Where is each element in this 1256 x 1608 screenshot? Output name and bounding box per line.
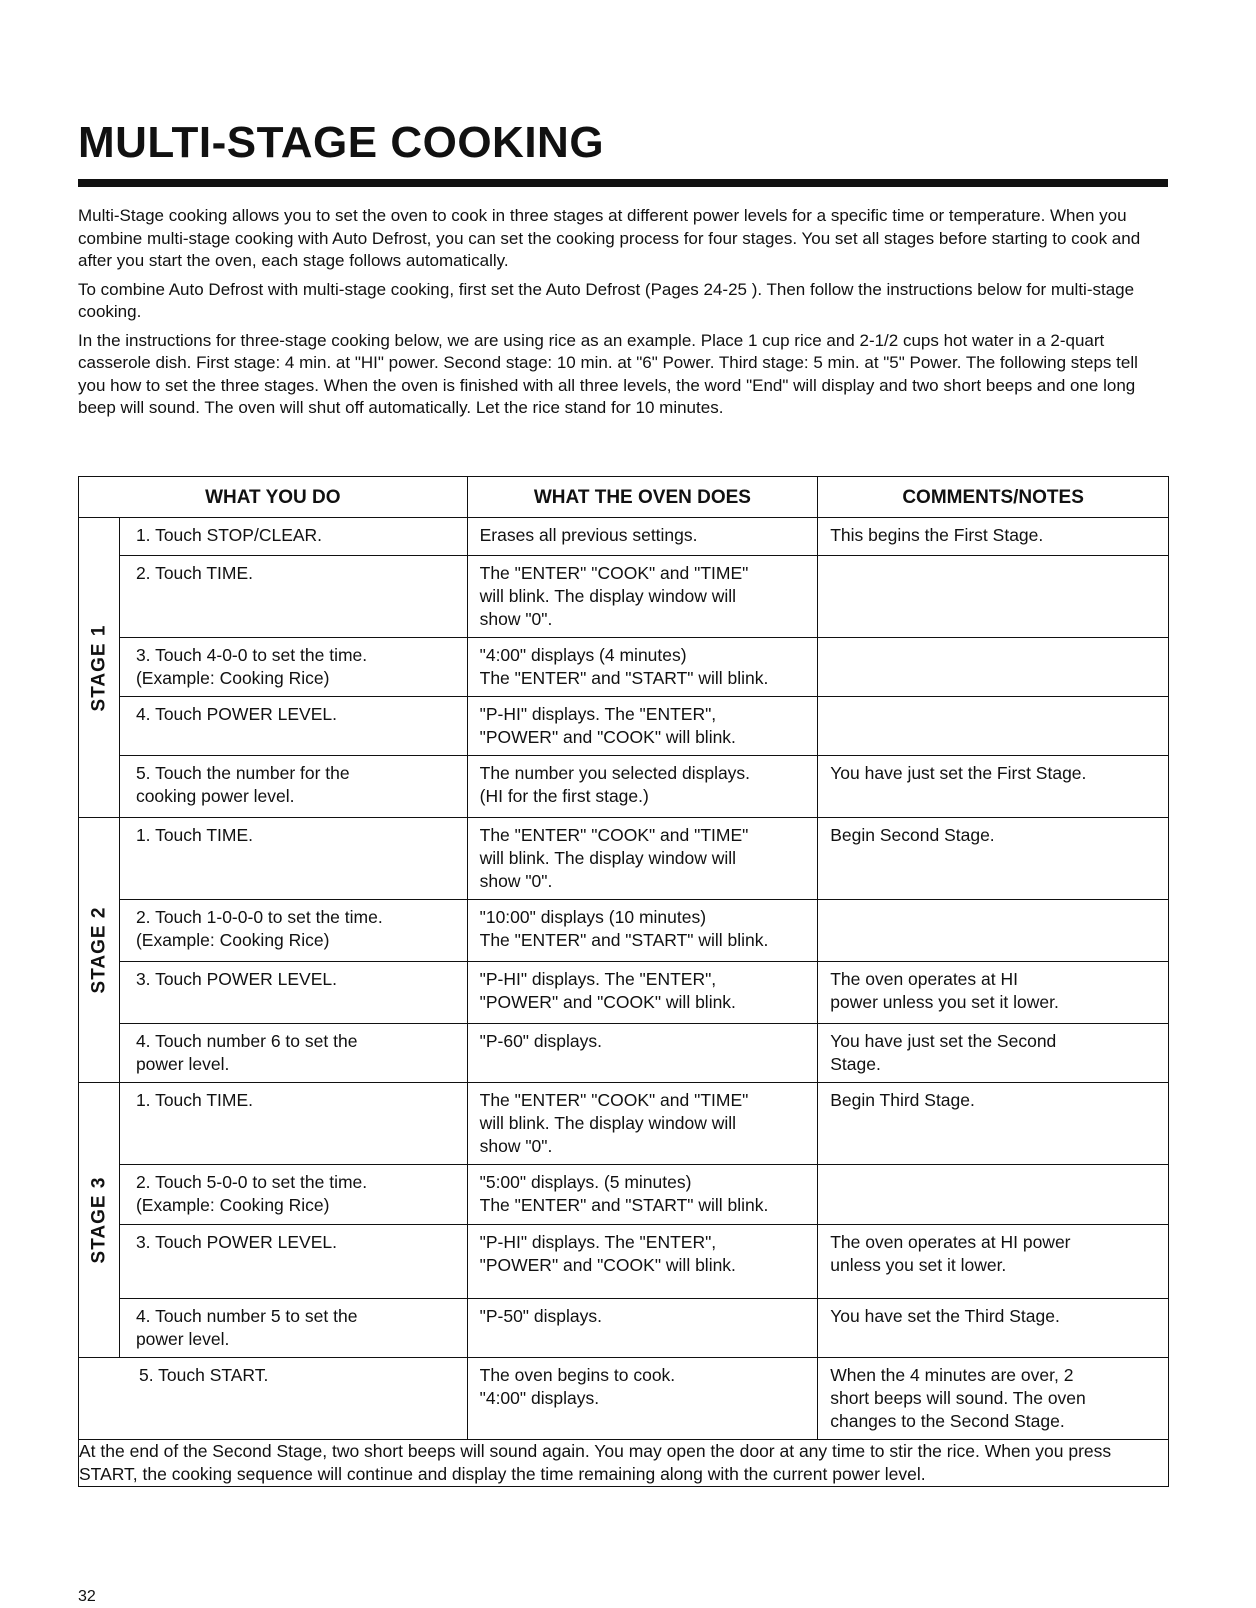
step-action: 4. Touch number 5 to set the power level.	[135, 1306, 358, 1349]
table-row	[79, 518, 1169, 556]
step-action: 5. Touch START.	[139, 1365, 269, 1385]
header-what-the-oven-does: WHAT THE OVEN DOES	[467, 477, 818, 518]
oven-response: "P-50" displays.	[479, 1306, 602, 1326]
stage-2-label-cell	[79, 818, 120, 1083]
step-action: 5. Touch the number for the cooking power level.	[135, 763, 350, 806]
stage-3-label-cell	[79, 1083, 120, 1358]
table-row	[79, 756, 1169, 818]
step-action: 2. Touch 1-0-0-0 to set the time. (Example: Cooking Rice)	[135, 907, 383, 950]
intro-section	[78, 205, 1168, 426]
table-row	[79, 900, 1169, 962]
oven-response: "10:00" displays (10 minutes) The "ENTER" and "START" will blink.	[479, 907, 769, 950]
oven-response: "P-HI" displays. The "ENTER", "POWER" and "COOK" will blink.	[479, 1232, 736, 1275]
intro-paragraph: To combine Auto Defrost with multi-stage cooking, first set the Auto Defrost (Pages 24-25 ). Then follow the instructions below for multi-stage cooking.	[78, 279, 1135, 321]
step-note: The oven operates at HI power unless you set it lower.	[830, 1232, 1071, 1275]
step-action: 4. Touch POWER LEVEL.	[135, 704, 337, 724]
step-note: You have just set the First Stage.	[830, 763, 1087, 783]
step-note	[818, 556, 1168, 568]
step-action: 3. Touch POWER LEVEL.	[135, 1232, 337, 1252]
table-row	[79, 638, 1169, 697]
step-action: 2. Touch TIME.	[135, 563, 253, 583]
page-title: MULTI-STAGE COOKING	[78, 118, 605, 167]
step-note	[818, 697, 1168, 709]
step-note: You have just set the Second Stage.	[830, 1031, 1057, 1074]
footer-note: At the end of the Second Stage, two short beeps will sound again. You may open the door at any time to stir the rice. When you press START, the cooking sequence will continue and display the time remaining along with the current power level.	[79, 1441, 1112, 1484]
table-row	[79, 697, 1169, 756]
stage-2-label: STAGE 2	[88, 906, 110, 994]
oven-response: "P-HI" displays. The "ENTER", "POWER" and "COOK" will blink.	[479, 969, 736, 1012]
step-action: 1. Touch TIME.	[135, 1090, 253, 1110]
oven-response: The "ENTER" "COOK" and "TIME" will blink. The display window will show "0".	[479, 1090, 749, 1156]
step-note	[818, 1165, 1168, 1177]
intro-paragraph: Multi-Stage cooking allows you to set the oven to cook in three stages at different power levels for a specific time or temperature. When you combine multi-stage cooking with Auto Defrost, you can set the cooking process for four stages. You set all stages before starting to cook and after you start the oven, each stage follows automatically.	[78, 206, 1141, 270]
stage-1-label: STAGE 1	[88, 624, 110, 711]
table-row	[79, 1083, 1169, 1165]
step-note: This begins the First Stage.	[830, 525, 1044, 545]
oven-response: "5:00" displays. (5 minutes) The "ENTER" and "START" will blink.	[479, 1172, 769, 1215]
table-row	[79, 962, 1169, 1024]
title-rule	[78, 179, 1168, 187]
table-footer-row	[79, 1440, 1169, 1487]
oven-response: Erases all previous settings.	[479, 525, 698, 545]
step-note: Begin Third Stage.	[830, 1090, 975, 1110]
table-row	[79, 1358, 1169, 1440]
stage-1-label-cell	[79, 518, 120, 818]
table-row	[79, 818, 1169, 900]
table-row	[79, 1165, 1169, 1225]
step-action: 3. Touch 4-0-0 to set the time. (Example: Cooking Rice)	[135, 645, 368, 688]
oven-response: The number you selected displays. (HI for the first stage.)	[479, 763, 751, 806]
header-what-you-do: WHAT YOU DO	[79, 477, 468, 518]
step-action: 1. Touch TIME.	[135, 825, 253, 845]
step-action: 3. Touch POWER LEVEL.	[135, 969, 337, 989]
table-row	[79, 1024, 1169, 1083]
oven-response: "P-60" displays.	[479, 1031, 602, 1051]
oven-response: The "ENTER" "COOK" and "TIME" will blink. The display window will show "0".	[479, 825, 749, 891]
step-note: The oven operates at HI power unless you set it lower.	[830, 969, 1059, 1012]
step-action: 2. Touch 5-0-0 to set the time. (Example: Cooking Rice)	[135, 1172, 368, 1215]
table-header-row	[79, 477, 1169, 518]
stage-3-label: STAGE 3	[88, 1176, 110, 1264]
page-number: 32	[78, 1588, 96, 1605]
oven-response: "P-HI" displays. The "ENTER", "POWER" and "COOK" will blink.	[479, 704, 736, 747]
oven-response: The oven begins to cook. "4:00" displays.	[479, 1365, 676, 1408]
step-note	[818, 900, 1168, 912]
step-note: Begin Second Stage.	[830, 825, 995, 845]
step-note: When the 4 minutes are over, 2 short beeps will sound. The oven changes to the Second Stage.	[830, 1365, 1086, 1431]
table-row	[79, 1225, 1169, 1299]
table-row	[79, 1299, 1169, 1358]
table-row	[79, 556, 1169, 638]
step-action: 1. Touch STOP/CLEAR.	[135, 525, 323, 545]
step-action: 4. Touch number 6 to set the power level.	[135, 1031, 358, 1074]
instruction-table	[78, 476, 1169, 1487]
header-comments-notes: COMMENTS/NOTES	[818, 477, 1169, 518]
step-note	[818, 638, 1168, 650]
step-note: You have set the Third Stage.	[830, 1306, 1060, 1326]
oven-response: The "ENTER" "COOK" and "TIME" will blink. The display window will show "0".	[479, 563, 749, 629]
oven-response: "4:00" displays (4 minutes) The "ENTER" and "START" will blink.	[479, 645, 769, 688]
intro-paragraph: In the instructions for three-stage cooking below, we are using rice as an example. Place 1 cup rice and 2-1/2 cups hot water in a 2-quart casserole dish. First stage: 4 min. at "HI" power. Second stage: 10 min. at "6" Power. Third stage: 5 min. at "5" Power. The following steps tell you how to set the three stages. When the oven is finished with all three levels, the word "End" will display and two short beeps and one long beep will sound. The oven will shut off automatically. Let the rice stand for 10 minutes.	[78, 330, 1138, 417]
